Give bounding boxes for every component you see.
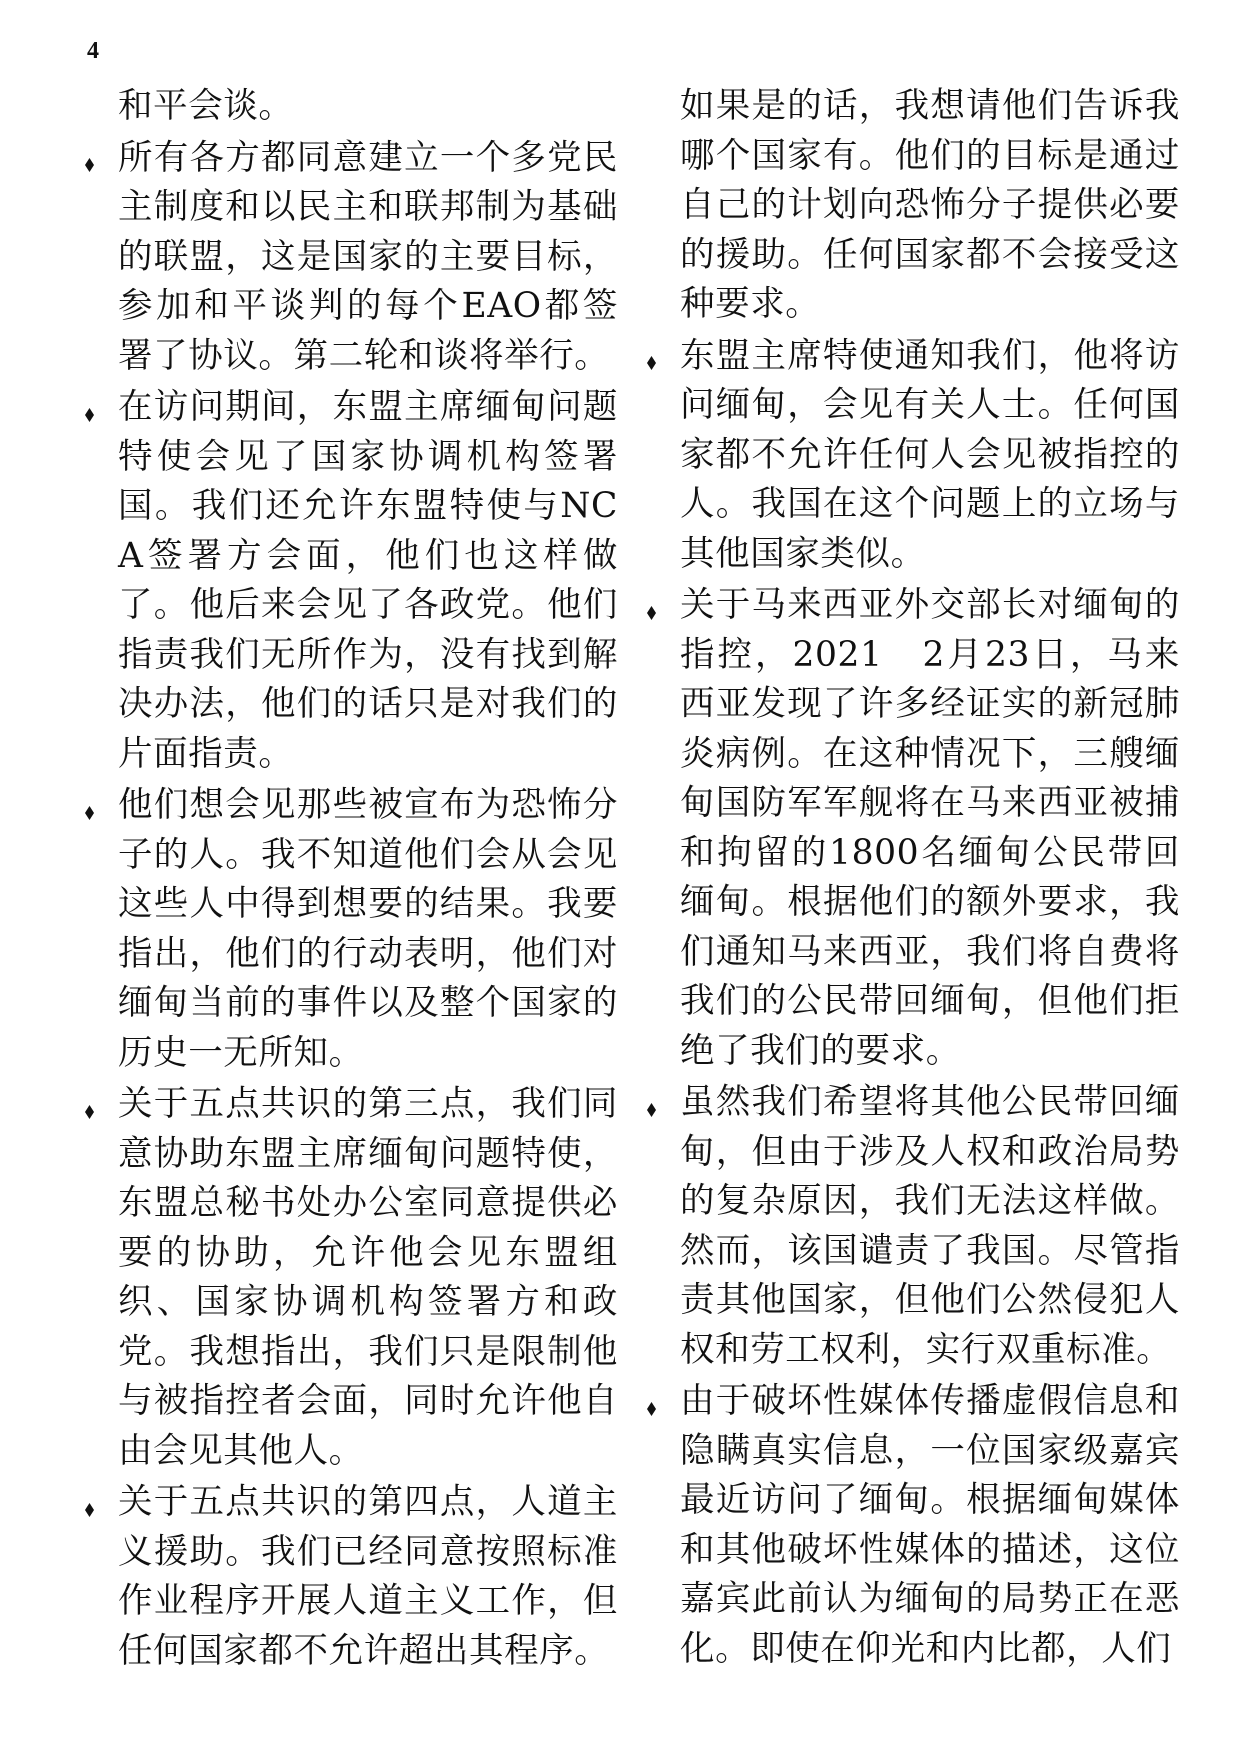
- diamond-bullet-icon: [643, 1377, 659, 1427]
- diamond-bullet-icon: [81, 781, 97, 831]
- diamond-bullet-icon: [81, 1478, 97, 1528]
- diamond-bullet-icon: [643, 1078, 659, 1128]
- bullet-text: 关于马来西亚外交部长对缅甸的指控，2021 2月23日，马来西亚发现了许多经证实的新冠肺炎病例。在这种情况下，三艘缅甸国防军军舰将在马来西亚被捕和拘留的1800名缅甸公民带回缅甸。根据他们的额外要求，我们通知马来西亚，我们将自费将我们的公民带回缅甸，但他们拒绝了我们的要求。: [680, 585, 1180, 1071]
- bullet-text: 在访问期间，东盟主席缅甸问题特使会见了国家协调机构签署国。我们还允许东盟特使与NCA签署方会面，他们也这样做了。他后来会见了各政党。他们指责我们无所作为，没有找到解决办法，他们的话只是对我们的片面指责。: [118, 387, 618, 774]
- bullet-text: 所有各方都同意建立一个多党民主制度和以民主和联邦制为基础的联盟，这是国家的主要目标，参加和平谈判的每个EAO都签署了协议。第二轮和谈将举行。: [118, 137, 618, 376]
- bullet-item: [680, 581, 1180, 1076]
- bullet-item: [118, 383, 618, 779]
- left-column: [118, 82, 618, 1678]
- bullet-text: 关于五点共识的第三点，我们同意协助东盟主席缅甸问题特使，东盟总秘书处办公室同意提供必要的协助，允许他会见东盟组织、国家协调机构签署方和政党。我想指出，我们只是限制他与被指控者会面，同时允许他自由会见其他人。: [118, 1084, 618, 1471]
- bullet-text: 关于五点共识的第四点，人道主义援助。我们已经同意按照标准作业程序开展人道主义工作，但任何国家都不允许超出其程序。: [118, 1482, 618, 1671]
- bullet-item: [118, 134, 618, 382]
- bullet-text: 虽然我们希望将其他公民带回缅甸，但由于涉及人权和政治局势的复杂原因，我们无法这样做。然而，该国谴责了我国。尽管指责其他国家，但他们公然侵犯人权和劳工权利，实行双重标准。: [680, 1082, 1180, 1370]
- bullet-text: 由于破坏性媒体传播虚假信息和隐瞒真实信息，一位国家级嘉宾最近访问了缅甸。根据缅甸媒体和其他破坏性媒体的描述，这位嘉宾此前认为缅甸的局势正在恶化。即使在仰光和内比都，人们: [680, 1381, 1180, 1669]
- bullet-item: [680, 1078, 1180, 1375]
- page-number: 4: [87, 38, 99, 64]
- diamond-bullet-icon: [81, 1080, 97, 1130]
- bullet-item: [118, 1478, 618, 1676]
- diamond-bullet-icon: [643, 581, 659, 631]
- bullet-text: 东盟主席特使通知我们，他将访问缅甸，会见有关人士。任何国家都不允许任何人会见被指控的人。我国在这个问题上的立场与其他国家类似。: [680, 335, 1180, 574]
- right-column: [680, 82, 1180, 1676]
- bullet-item: [680, 1377, 1180, 1674]
- bullet-item: [680, 332, 1180, 580]
- diamond-bullet-icon: [81, 134, 97, 184]
- continued-paragraph: 和平会谈。: [118, 86, 294, 126]
- diamond-bullet-icon: [81, 383, 97, 433]
- diamond-bullet-icon: [643, 332, 659, 382]
- continued-paragraph: 如果是的话，我想请他们告诉我哪个国家有。他们的目标是通过自己的计划向恐怖分子提供必要的援助。任何国家都不会接受这种要求。: [680, 86, 1180, 324]
- bullet-item: [118, 1080, 618, 1476]
- bullet-item: [118, 781, 618, 1078]
- bullet-text: 他们想会见那些被宣布为恐怖分子的人。我不知道他们会从会见这些人中得到想要的结果。我要指出，他们的行动表明，他们对缅甸当前的事件以及整个国家的历史一无所知。: [118, 785, 618, 1073]
